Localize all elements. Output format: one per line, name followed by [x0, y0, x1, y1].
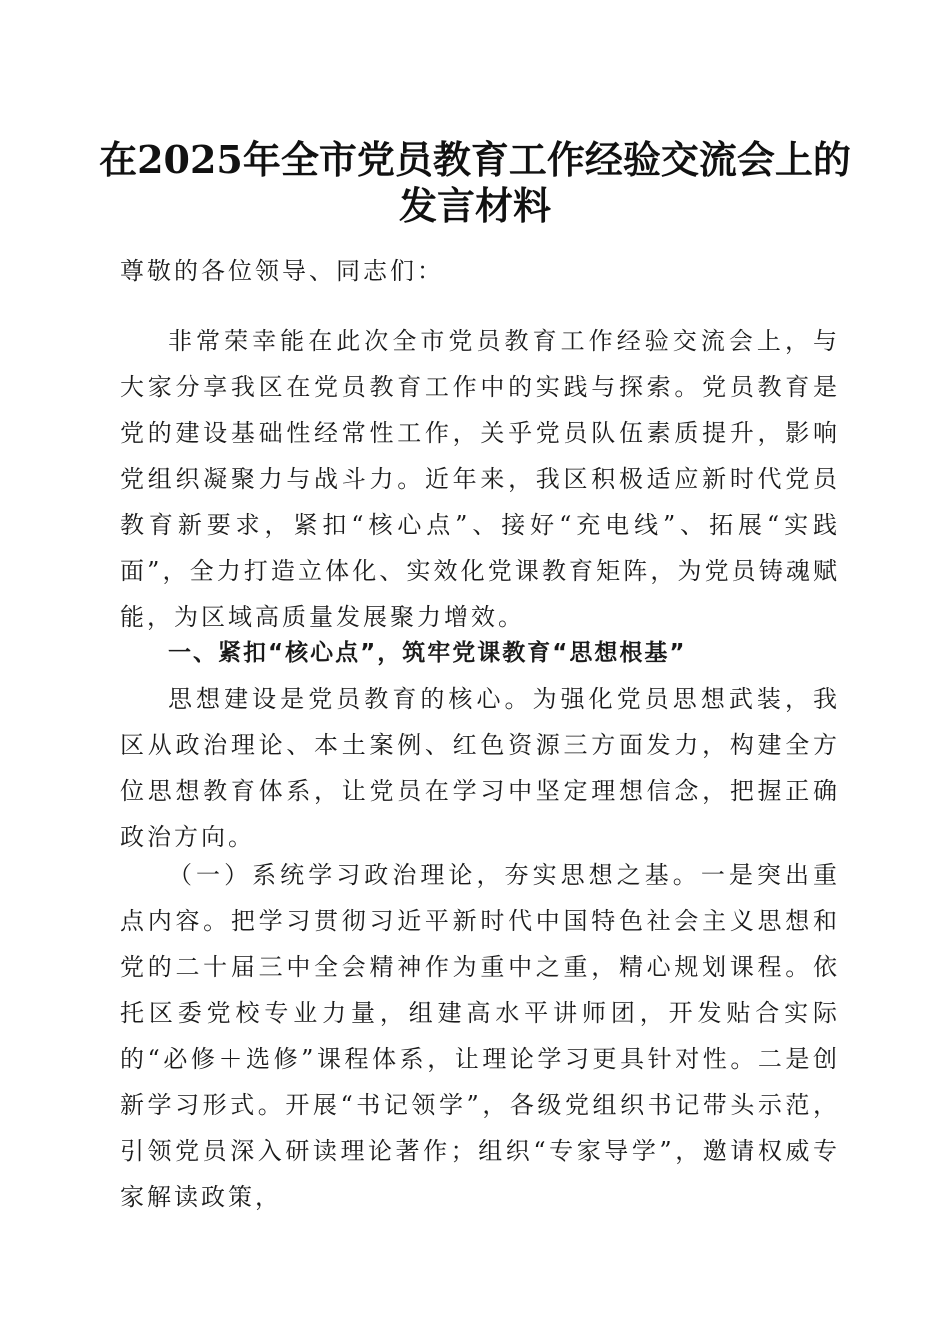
intro-paragraph: 非常荣幸能在此次全市党员教育工作经验交流会上，与大家分享我区在党员教育工作中的实践与探索。党员教育是党的建设基础性经常性工作，关乎党员队伍素质提升，影响党组织凝聚力与战斗力。近年来，我区积极适应新时代党员教育新要求，紧扣“核心点”、接好“充电线”、拓展“实践面”，全力打造立体化、实效化党课教育矩阵，为党员铸魂赋能，为区域高质量发展聚力增效。 [120, 327, 840, 631]
salutation: 尊敬的各位领导、同志们： [120, 257, 444, 285]
document-title-line-2: 发言材料 [398, 183, 551, 228]
section-1-paragraph: 思想建设是党员教育的核心。为强化党员思想武装，我区从政治理论、本土案例、红色资源三方面发力，构建全方位思想教育体系，让党员在学习中坚定理想信念，把握正确政治方向。 [120, 685, 840, 851]
document-title-line-1: 在2025年全市党员教育工作经验交流会上的 [99, 137, 851, 182]
section-1-heading: 一、紧扣“核心点”，筑牢党课教育“思想根基” [168, 640, 687, 666]
subsection-1-paragraph: （一）系统学习政治理论，夯实思想之基。一是突出重点内容。把学习贯彻习近平新时代中国特色社会主义思想和党的二十届三中全会精神作为重中之重，精心规划课程。依托区委党校专业力量，组建高水平讲师团，开发贴合实际的“必修＋选修”课程体系，让理论学习更具针对性。二是创新学习形式。开展“书记领学”，各级党组织书记带头示范，引领党员深入研读理论著作；组织“专家导学”，邀请权威专家解读政策， [120, 861, 840, 1211]
